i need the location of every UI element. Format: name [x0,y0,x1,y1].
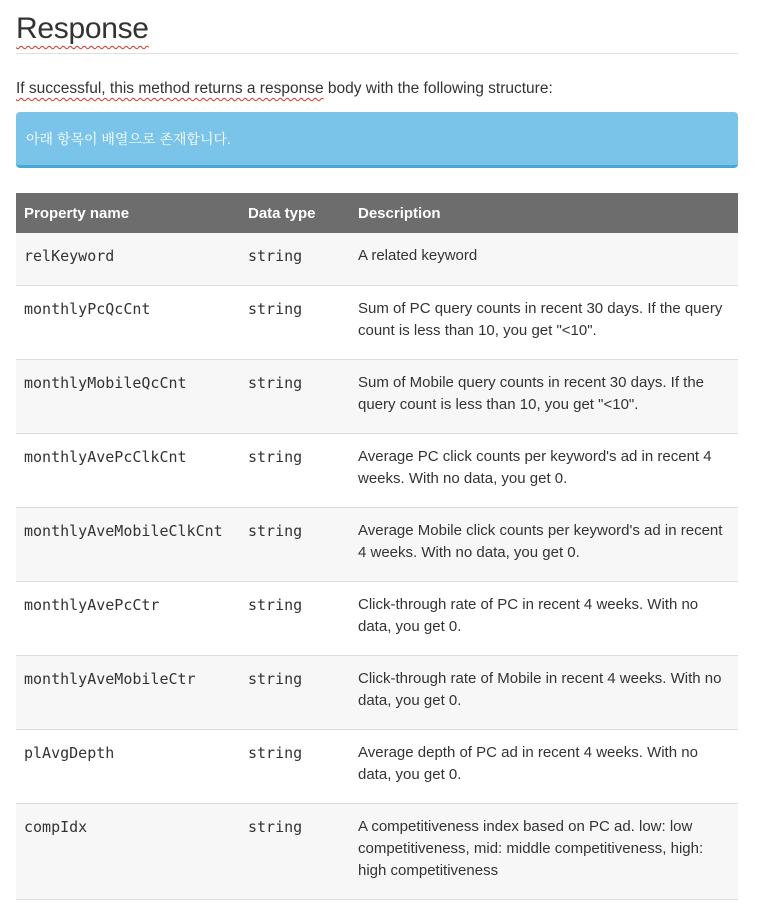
intro-text [16,80,553,98]
table-row [16,359,738,433]
data-type-cell: string [240,359,350,433]
intro-rest-text: body with the following structure: [323,80,553,97]
info-notice-text: 아래 항목이 배열으로 존재합니다. [26,131,231,147]
table-row [16,729,738,803]
property-name-cell: monthlyAvePcClkCnt [16,433,240,507]
table-row [16,433,738,507]
description-cell: Average depth of PC ad in recent 4 weeks. With no data, you get 0. [350,729,738,803]
property-name-cell: monthlyAveMobileCtr [16,655,240,729]
header-description: Description [350,193,738,233]
info-notice [16,112,738,168]
data-type-cell: string [240,803,350,899]
table-row [16,507,738,581]
property-name-cell: monthlyMobileQcCnt [16,359,240,433]
property-name-cell: monthlyAveMobileClkCnt [16,507,240,581]
header-data-type: Data type [240,193,350,233]
description-cell: A competitiveness index based on PC ad. low: low competitiveness, mid: middle competitiveness, high: high competitiveness [350,803,738,899]
table-row [16,581,738,655]
data-type-cell: string [240,729,350,803]
property-name-cell: compIdx [16,803,240,899]
table-row [16,803,738,899]
table-row [16,655,738,729]
description-cell: Sum of Mobile query counts in recent 30 days. If the query count is less than 10, you get "<10". [350,359,738,433]
table-row [16,285,738,359]
data-type-cell: string [240,233,350,285]
description-cell: Sum of PC query counts in recent 30 days. If the query count is less than 10, you get "<10". [350,285,738,359]
property-name-cell: relKeyword [16,233,240,285]
description-cell: A related keyword [350,233,738,285]
data-type-cell: string [240,581,350,655]
table-header-row [16,193,738,233]
description-cell: Average PC click counts per keyword's ad in recent 4 weeks. With no data, you get 0. [350,433,738,507]
data-type-cell: string [240,433,350,507]
property-name-cell: monthlyAvePcCtr [16,581,240,655]
intro-underlined-text: If successful, this method returns a response [16,80,324,97]
data-type-cell: string [240,655,350,729]
data-type-cell: string [240,285,350,359]
table-row [16,233,738,285]
properties-table [16,193,738,900]
description-cell: Click-through rate of Mobile in recent 4 weeks. With no data, you get 0. [350,655,738,729]
title-divider [16,53,738,54]
description-cell: Click-through rate of PC in recent 4 weeks. With no data, you get 0. [350,581,738,655]
description-cell: Average Mobile click counts per keyword's ad in recent 4 weeks. With no data, you get 0. [350,507,738,581]
property-name-cell: plAvgDepth [16,729,240,803]
header-property-name: Property name [16,193,240,233]
section-title: Response [16,12,149,45]
property-name-cell: monthlyPcQcCnt [16,285,240,359]
data-type-cell: string [240,507,350,581]
